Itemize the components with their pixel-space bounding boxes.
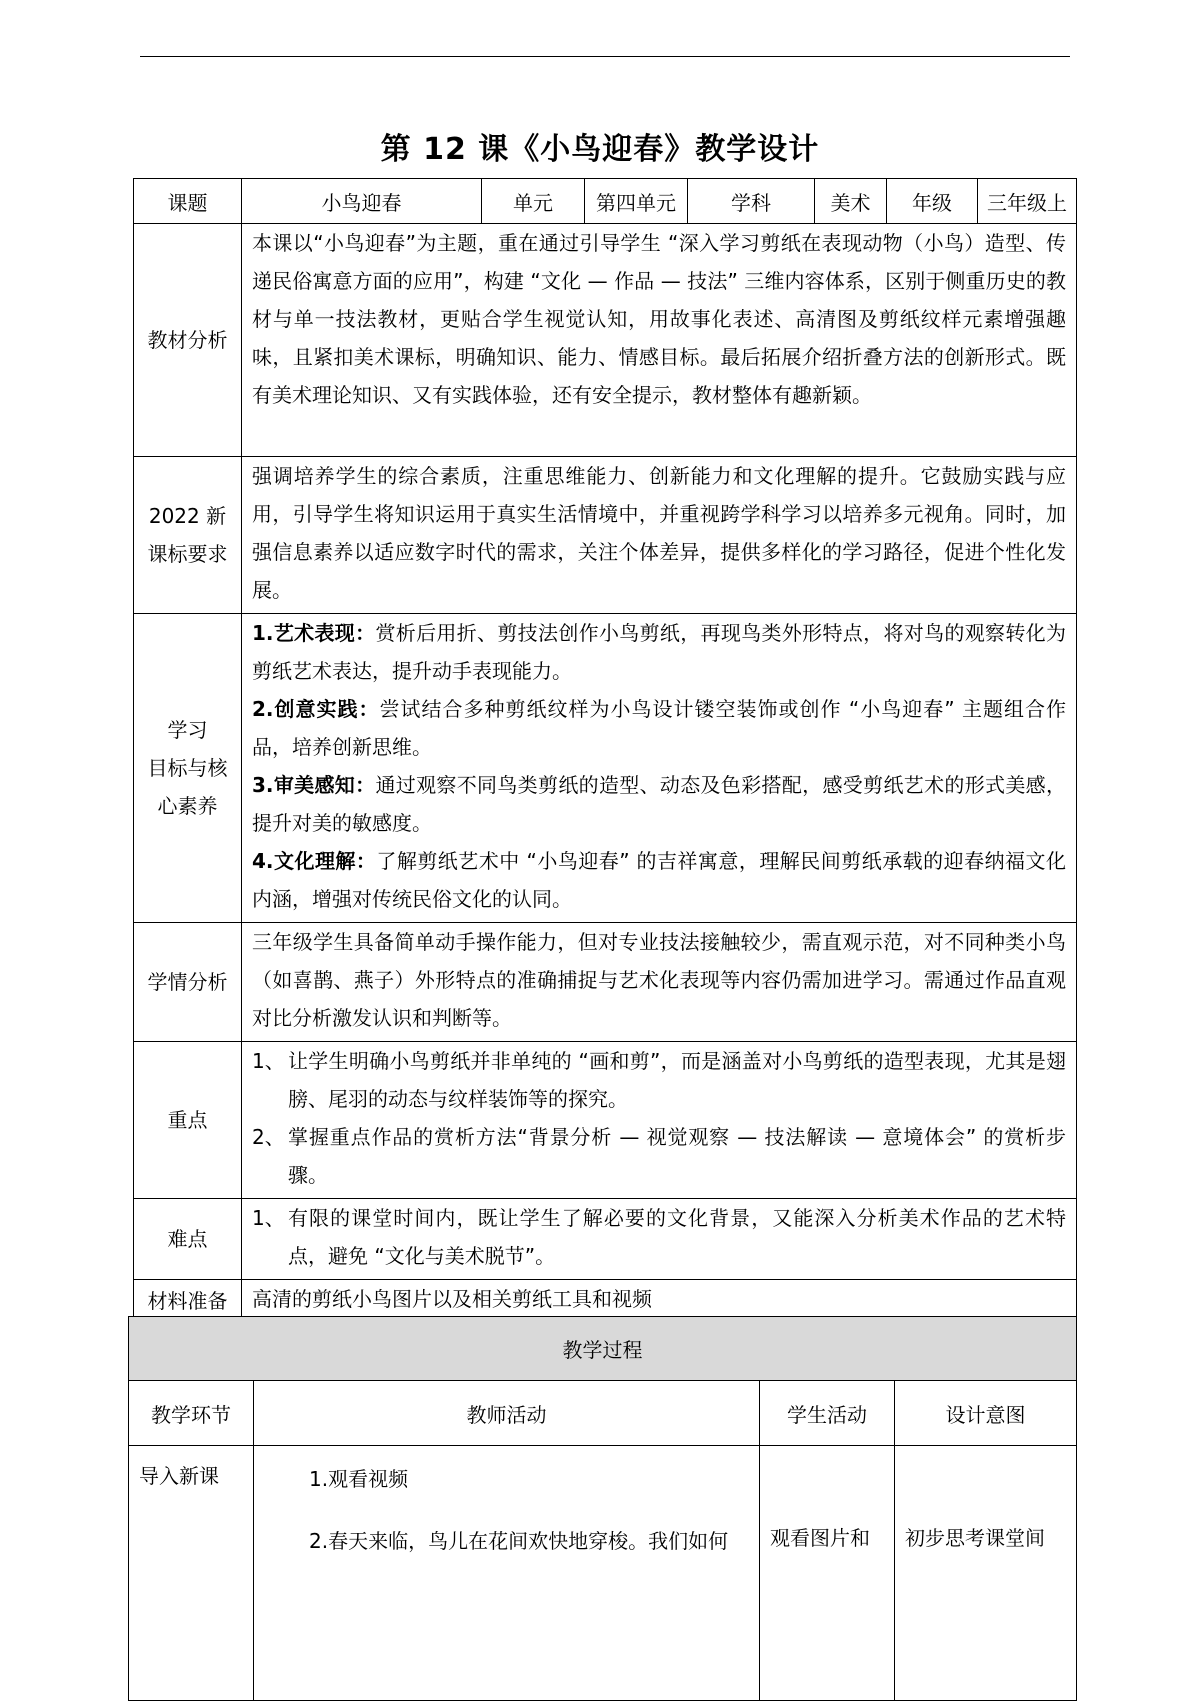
header-teacher: 教师活动 [254,1381,760,1446]
teacher-activity-line: 2.春天来临，鸟儿在花间欢快地穿梭。我们如何 [309,1529,729,1553]
objective-item [252,766,1066,842]
objective-head: 3.审美感知： [252,773,376,797]
grade-value: 三年级上 [978,179,1077,224]
learners-text: 三年级学生具备简单动手操作能力，但对专业技法接触较少，需直观示范，对不同种类小鸟（如喜鹊、燕子）外形特点的准确捕捉与艺术化表现等内容仍需加进学习。需通过作品直观对比分析激发认识和判断等。 [242,923,1077,1042]
info-row [134,179,1077,224]
subject-label: 学科 [688,179,815,224]
analysis-row [134,224,1077,457]
teacher-activity-line: 1.观看视频 [309,1467,409,1491]
header-student: 学生活动 [760,1381,895,1446]
unit-value: 第四单元 [585,179,688,224]
student-activity-cell: 观看图片和 [760,1446,895,1701]
analysis-label: 教材分析 [134,224,242,457]
learners-label: 学情分析 [134,923,242,1042]
objectives-label-line1: 学习 [167,718,208,742]
objectives-label [134,614,242,923]
objective-text: 尝试结合多种剪纸纹样为小鸟设计镂空装饰或创作 “小鸟迎春” 主题组合作品，培养创新思维。 [252,697,1067,759]
grade-label: 年级 [887,179,978,224]
objective-head: 1.艺术表现： [252,621,376,645]
key-point-item [252,1042,1066,1118]
difficulties-text [242,1199,1077,1280]
standards-label-line1: 2022 新 [148,504,227,528]
subject-value: 美术 [815,179,887,224]
page-title: 第 12 课《小鸟迎春》教学设计 [380,132,820,167]
header-stage: 教学环节 [129,1381,254,1446]
objective-head: 2.创意实践： [252,697,380,721]
standards-row [134,457,1077,614]
key-point-number: 2、 [252,1125,285,1149]
key-points-row [134,1042,1077,1199]
key-point-text: 掌握重点作品的赏析方法“背景分析 — 视觉观察 — 技法解读 — 意境体会” 的赏析步骤。 [288,1125,1066,1187]
standards-label-line2: 课标要求 [147,542,228,566]
design-intent-cell: 初步思考课堂间 [895,1446,1077,1701]
course-value: 小鸟迎春 [242,179,482,224]
objectives-row [134,614,1077,923]
objective-head: 4.文化理解： [252,849,377,873]
process-title: 教学过程 [129,1317,1077,1381]
objective-item [252,842,1066,918]
objective-item [252,614,1066,690]
standards-label [134,457,242,614]
course-label: 课题 [134,179,242,224]
difficulty-number: 1、 [252,1206,285,1230]
difficulties-label: 难点 [134,1199,242,1280]
objectives-label-line2: 目标与核 [147,756,228,780]
key-point-number: 1、 [252,1049,285,1073]
process-row [129,1446,1077,1701]
process-title-row [129,1317,1077,1381]
key-point-text: 让学生明确小鸟剪纸并非单纯的 “画和剪”，而是涵盖对小鸟剪纸的造型表现，尤其是翅膀、尾羽的动态与纹样装饰等的探究。 [288,1049,1066,1111]
learners-row [134,923,1077,1042]
teacher-activity-cell [254,1446,760,1701]
header-rule [140,56,1070,57]
materials-label: 材料准备 [134,1280,242,1322]
standards-text: 强调培养学生的综合素质，注重思维能力、创新能力和文化理解的提升。它鼓励实践与应用，引导学生将知识运用于真实生活情境中，并重视跨学科学习以培养多元视角。同时，加强信息素养以适应数字时代的需求，关注个体差异，提供多样化的学习路径，促进个性化发展。 [242,457,1077,614]
difficulty-item [252,1199,1066,1275]
unit-label: 单元 [482,179,585,224]
key-points-text [242,1042,1077,1199]
process-header-row [129,1381,1077,1446]
difficulties-row [134,1199,1077,1280]
difficulty-text: 有限的课堂时间内，既让学生了解必要的文化背景，又能深入分析美术作品的艺术特点，避免 “文化与美术脱节”。 [288,1206,1066,1268]
objective-text: 通过观察不同鸟类剪纸的造型、动态及色彩搭配，感受剪纸艺术的形式美感，提升对美的敏感度。 [252,773,1067,835]
objectives-text [242,614,1077,923]
stage-cell: 导入新课 [129,1446,254,1701]
objectives-label-line3: 心素养 [157,794,218,818]
objective-item [252,690,1066,766]
teaching-process-table [128,1316,1077,1701]
objective-text: 赏析后用折、剪技法创作小鸟剪纸，再现鸟类外形特点，将对鸟的观察转化为剪纸艺术表达，提升动手表现能力。 [252,621,1067,683]
lesson-info-table [133,178,1077,1322]
key-point-item [252,1118,1066,1194]
objective-text: 了解剪纸艺术中 “小鸟迎春” 的吉祥寓意，理解民间剪纸承载的迎春纳福文化内涵，增强对传统民俗文化的认同。 [252,849,1067,911]
materials-text: 高清的剪纸小鸟图片以及相关剪纸工具和视频 [242,1280,1077,1322]
analysis-text: 本课以“小鸟迎春”为主题，重在通过引导学生 “深入学习剪纸在表现动物（小鸟）造型、传递民俗寓意方面的应用”，构建 “文化 — 作品 — 技法” 三维内容体系，区别于侧重历史的教材与单一技法教材，更贴合学生视觉认知，用故事化表述、高清图及剪纸纹样元素增强趣味，且紧扣美术课标，明确知识、能力、情感目标。最后拓展介绍折叠方法的创新形式。既有美术理论知识、又有实践体验，还有安全提示，教材整体有趣新颖。 [242,224,1077,457]
header-intent: 设计意图 [895,1381,1077,1446]
key-points-label: 重点 [134,1042,242,1199]
